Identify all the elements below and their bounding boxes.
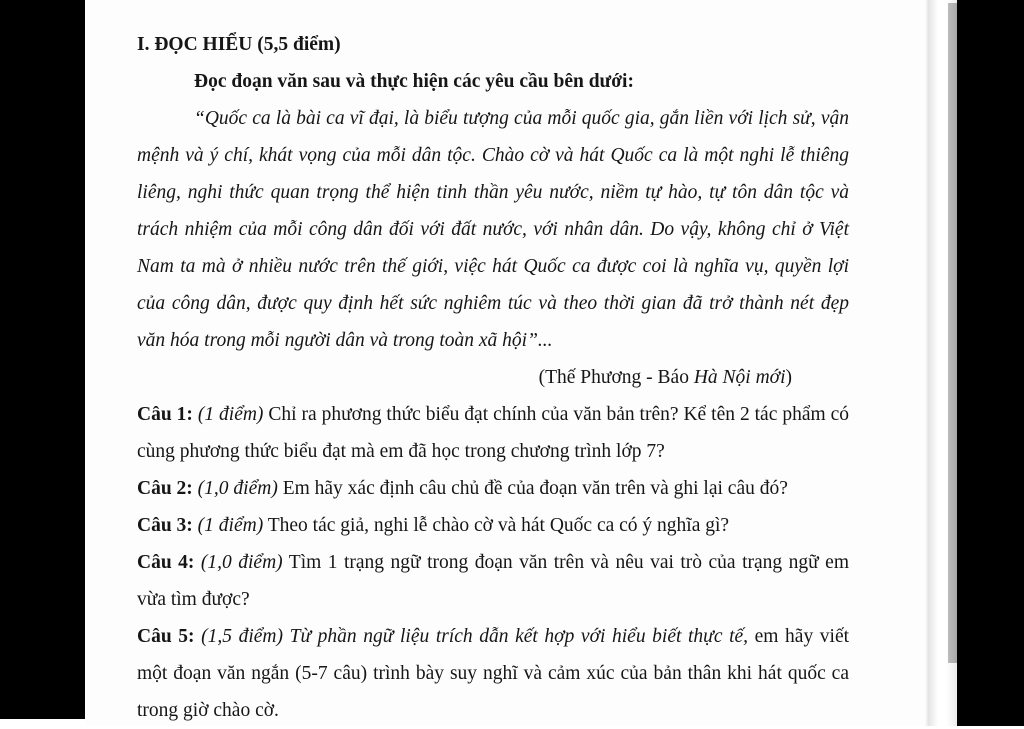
question-1 xyxy=(137,396,849,470)
section-heading: I. ĐỌC HIỂU (5,5 điểm) xyxy=(137,34,341,55)
instruction-line: Đọc đoạn văn sau và thực hiện các yêu cầu bên dưới: xyxy=(194,71,634,92)
left-letterbox xyxy=(0,0,85,719)
question-1-text: Chỉ ra phương thức biểu đạt chính của văn bản trên? Kể tên 2 tác phẩm có cùng phương thức biểu đạt mà em đã học trong chương trình lớp 7? xyxy=(137,404,849,462)
question-2-label: Câu 2: xyxy=(137,478,193,499)
document-page xyxy=(85,0,930,726)
question-4 xyxy=(137,544,849,618)
question-5-points: (1,5 điểm) xyxy=(201,626,283,647)
question-2 xyxy=(137,470,849,507)
question-4-text: Tìm 1 trạng ngữ trong đoạn văn trên và nêu vai trò của trạng ngữ em vừa tìm được? xyxy=(137,552,849,610)
question-1-label: Câu 1: xyxy=(137,404,193,425)
attribution-line xyxy=(137,359,849,396)
page-content xyxy=(137,26,849,729)
attribution-prefix: (Thế Phương - Báo xyxy=(538,367,694,388)
right-letterbox xyxy=(957,0,1024,726)
question-5-text: em hãy viết một đoạn văn ngắn (5-7 câu) trình bày suy nghĩ và cảm xúc của bản thân khi hát quốc ca trong giờ chào cờ. xyxy=(137,626,850,721)
question-4-label: Câu 4: xyxy=(137,552,195,573)
question-5-label: Câu 5: xyxy=(137,626,195,647)
question-2-points: (1,0 điểm) xyxy=(197,478,278,499)
question-4-points: (1,0 điểm) xyxy=(200,552,283,573)
question-5 xyxy=(137,618,849,729)
question-5-lead: Từ phần ngữ liệu trích dẫn kết hợp với hiểu biết thực tế, xyxy=(289,626,749,647)
question-3-text: Theo tác giả, nghi lễ chào cờ và hát Quốc ca có ý nghĩa gì? xyxy=(267,515,730,536)
question-3 xyxy=(137,507,849,544)
scrollbar-thumb[interactable] xyxy=(948,3,957,663)
question-2-text: Em hãy xác định câu chủ đề của đoạn văn trên và ghi lại câu đó? xyxy=(282,478,788,499)
quote-paragraph: “Quốc ca là bài ca vĩ đại, là biểu tượng của mỗi quốc gia, gắn liền với lịch sử, vận mệnh và ý chí, khát vọng của mỗi dân tộc. Chào cờ và hát Quốc ca là một nghi lễ thiêng liêng, nghi thức quan trọng thể hiện tinh thần yêu nước, niềm tự hào, tự tôn dân tộc và trách nhiệm của mỗi công dân đối với đất nước, với nhân dân. Do vậy, không chỉ ở Việt Nam ta mà ở nhiều nước trên thế giới, việc hát Quốc ca được coi là nghĩa vụ, quyền lợi của công dân, được quy định hết sức nghiêm túc và theo thời gian đã trở thành nét đẹp văn hóa trong mỗi người dân và trong toàn xã hội”... xyxy=(137,108,849,351)
attribution-suffix: ) xyxy=(785,367,792,388)
question-1-points: (1 điểm) xyxy=(197,404,264,425)
attribution-source: Hà Nội mới xyxy=(693,367,786,388)
question-3-points: (1 điểm) xyxy=(197,515,264,536)
question-3-label: Câu 3: xyxy=(137,515,193,536)
